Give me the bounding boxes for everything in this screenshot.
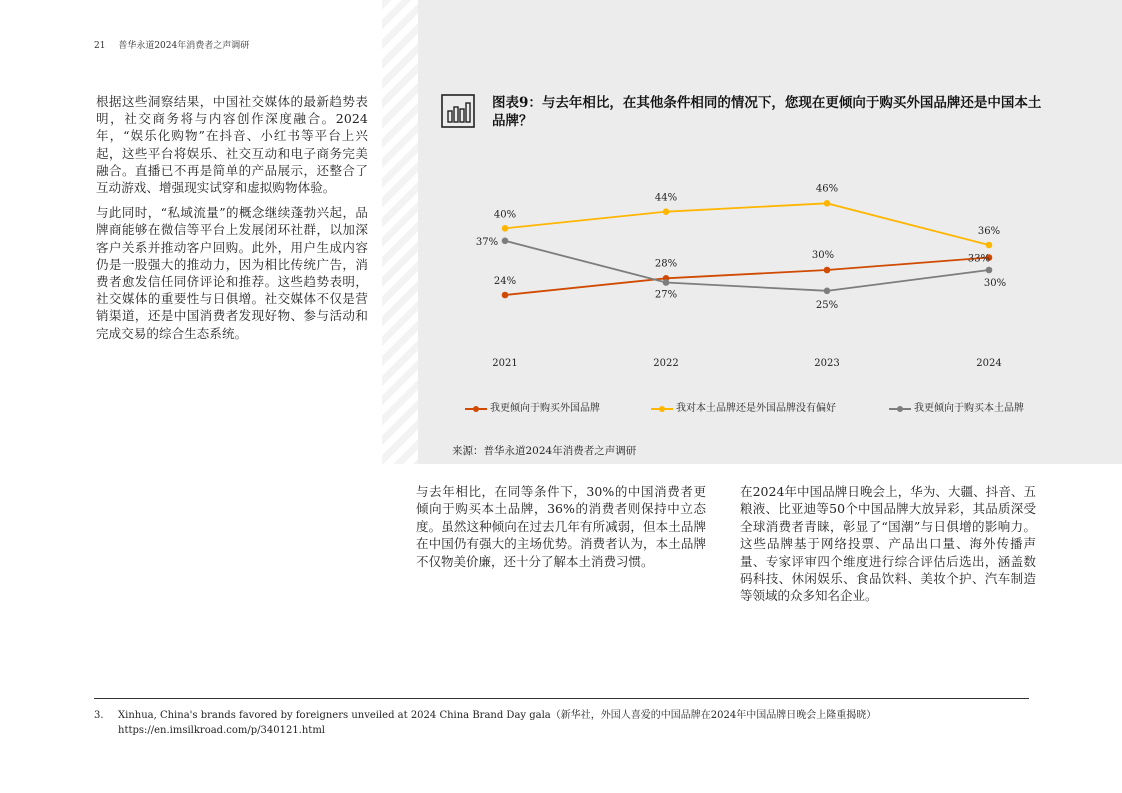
x-tick-label-2: 2023 [814, 358, 840, 369]
page-header [94, 38, 249, 51]
middle-paragraph: 与去年相比，在同等条件下，30%的中国消费者更倾向于购买本土品牌，36%的消费者则保持中立态度。虽然这种倾向在过去几年有所减弱，但本土品牌在中国仍有强大的主场优势。消费者认为，本土品牌不仅物美价廉，还十分了解本土消费习惯。 [416, 484, 706, 569]
data-label-1-1: 44% [654, 192, 678, 204]
data-label-2-3: 30% [983, 278, 1007, 289]
legend-label-foreign: 我更倾向于购买外国品牌 [490, 403, 600, 414]
data-label-2-2: 25% [815, 299, 839, 311]
x-tick-label-1: 2022 [653, 358, 679, 369]
page-number: 21 [94, 41, 106, 51]
data-label-0-1: 28% [654, 258, 678, 270]
left-column [96, 93, 368, 350]
footnote-divider [94, 698, 1029, 699]
footnote-number: 3. [94, 710, 104, 721]
header-title: 普华永道2024年消费者之声调研 [118, 41, 250, 51]
data-point-0-2 [824, 267, 831, 274]
legend-item-local [888, 399, 1024, 414]
x-tick-label-0: 2021 [492, 358, 518, 369]
series-line-0 [505, 258, 989, 296]
footnote-url[interactable]: https://en.imsilkroad.com/p/340121.html [118, 725, 326, 736]
legend-marker-local [888, 404, 912, 414]
data-point-2-0 [502, 238, 509, 245]
data-point-2-1 [663, 279, 670, 286]
data-label-0-2: 30% [811, 250, 835, 261]
legend-item-foreign [464, 399, 600, 414]
data-label-2-0: 37% [475, 236, 499, 248]
data-point-1-2 [824, 200, 831, 207]
data-point-0-0 [502, 292, 509, 299]
data-label-0-0: 24% [493, 276, 517, 287]
legend-label-local: 我更倾向于购买本土品牌 [914, 403, 1024, 414]
left-paragraph-2: 与此同时，“私域流量”的概念继续蓬勃兴起，品牌商能够在微信等平台上发展闭环社群，以加深客户关系并推动客户回购。此外，用户生成内容仍是一股强大的推动力，因为相比传统广告，消费者愈发信任同侪评论和推荐。这些趋势表明，社交媒体的重要性与日俱增。社交媒体不仅是营销渠道，还是中国消费者发现好物、参与活动和完成交易的综合生态系统。 [96, 205, 368, 341]
data-point-1-0 [502, 225, 509, 232]
series-line-1 [505, 203, 989, 245]
bar-chart-icon [441, 94, 475, 128]
middle-column [416, 483, 706, 570]
data-label-1-0: 40% [493, 209, 517, 221]
data-point-2-2 [824, 288, 831, 295]
legend-label-neutral: 我对本土品牌还是外国品牌没有偏好 [676, 403, 836, 414]
right-paragraph: 在2024年中国品牌日晚会上，华为、大疆、抖音、五粮液、比亚迪等50个中国品牌大放异彩，其品质深受全球消费者青睐，彰显了“国潮”与日俱增的影响力。这些品牌基于网络投票、产品出口量、海外传播声量、专家评审四个维度进行综合评估后选出，涵盖数码科技、休闲娱乐、食品饮料、美妆个护、汽车制造等领域的众多知名企业。 [740, 484, 1036, 604]
footnote [94, 708, 1024, 738]
data-label-2-1: 27% [654, 289, 678, 301]
data-label-1-3: 36% [977, 226, 1001, 237]
left-paragraph-1: 根据这些洞察结果，中国社交媒体的最新趋势表明，社交商务将与内容创作深度融合。2024年，“娱乐化购物”在抖音、小红书等平台上兴起，这些平台将娱乐、社交互动和电子商务完美融合。直播已不再是简单的产品展示，还整合了互动游戏、增强现实试穿和虚拟购物体验。 [96, 94, 368, 196]
data-label-0-3: 33% [967, 253, 991, 265]
legend-item-neutral [650, 399, 836, 414]
series-line-2 [505, 241, 989, 291]
data-point-2-3 [986, 267, 993, 274]
footnote-text: Xinhua, China's brands favored by foreigners unveiled at 2024 China Brand Day gala（新华社，外国人喜爱的中国品牌在2024年中国品牌日晚会上隆重揭晓） [118, 710, 877, 721]
data-label-1-2: 46% [815, 183, 839, 195]
line-chart [440, 145, 1080, 385]
chart-title: 图表9：与去年相比，在其他条件相同的情况下，您现在更倾向于购买外国品牌还是中国本土品牌？ [492, 95, 1042, 129]
right-column [740, 483, 1036, 605]
chart-legend [464, 399, 1064, 415]
x-tick-label-3: 2024 [976, 358, 1002, 369]
figure-source: 来源：普华永道2024年消费者之声调研 [452, 445, 637, 457]
legend-marker-neutral [650, 404, 674, 414]
data-point-1-3 [986, 242, 993, 249]
data-point-1-1 [663, 208, 670, 215]
decorative-stripes [382, 0, 418, 464]
legend-marker-foreign [464, 404, 488, 414]
